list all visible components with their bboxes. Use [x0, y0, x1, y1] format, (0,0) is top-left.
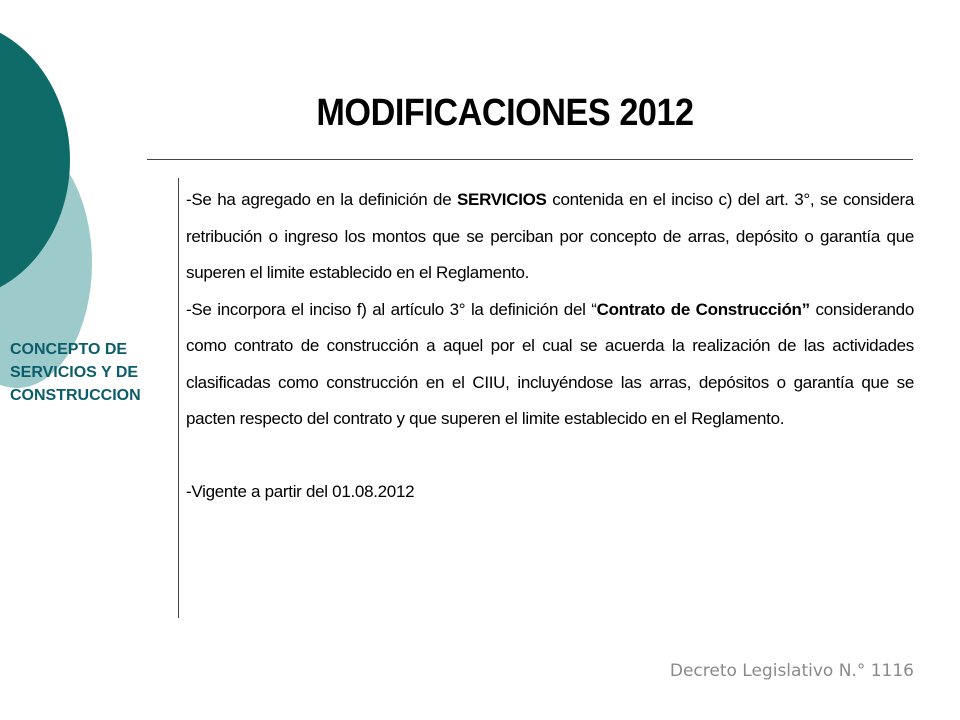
slide-body	[186, 182, 914, 510]
paragraph-construccion-rest: considerando como contrato de construcción a aquel por el cual se acuerda la realización de las actividades clasificadas como construcción en el CIIU, incluyéndose las arras, depósitos o garantía que se pacten respecto del contrato y que superen el limite establecido en el Reglamento.	[186, 299, 914, 428]
section-label-line-3: CONSTRUCCION	[10, 387, 141, 404]
paragraph-vigencia: -Vigente a partir del 01.08.2012	[186, 481, 415, 501]
paragraph-servicios	[186, 182, 914, 292]
paragraph-construccion-term: Contrato de Construcción”	[596, 299, 810, 319]
paragraph-spacer	[186, 438, 914, 474]
paragraph-construccion-intro: -Se incorpora el inciso f) al artículo 3° la definición del “	[186, 299, 597, 319]
section-label	[10, 338, 170, 407]
paragraph-servicios-intro: -Se ha agregado en la definición de	[186, 190, 458, 209]
vertical-divider	[178, 178, 179, 618]
section-label-line-1: CONCEPTO DE	[10, 341, 128, 358]
section-label-line-2: SERVICIOS Y DE	[10, 364, 139, 381]
paragraph-construccion	[186, 292, 914, 438]
title-divider	[147, 159, 913, 160]
paragraph-servicios-rest: contenida en el inciso c) del art. 3°, se considera retribución o ingreso los montos que se perciban por concepto de arras, depósito o garantía que superen el limite establecido en el Reglamento.	[186, 190, 914, 282]
slide-title: MODIFICACIONES 2012	[316, 92, 694, 134]
paragraph-servicios-term: SERVICIOS	[457, 190, 547, 209]
footer-source: Decreto Legislativo N.° 1116	[669, 661, 914, 681]
